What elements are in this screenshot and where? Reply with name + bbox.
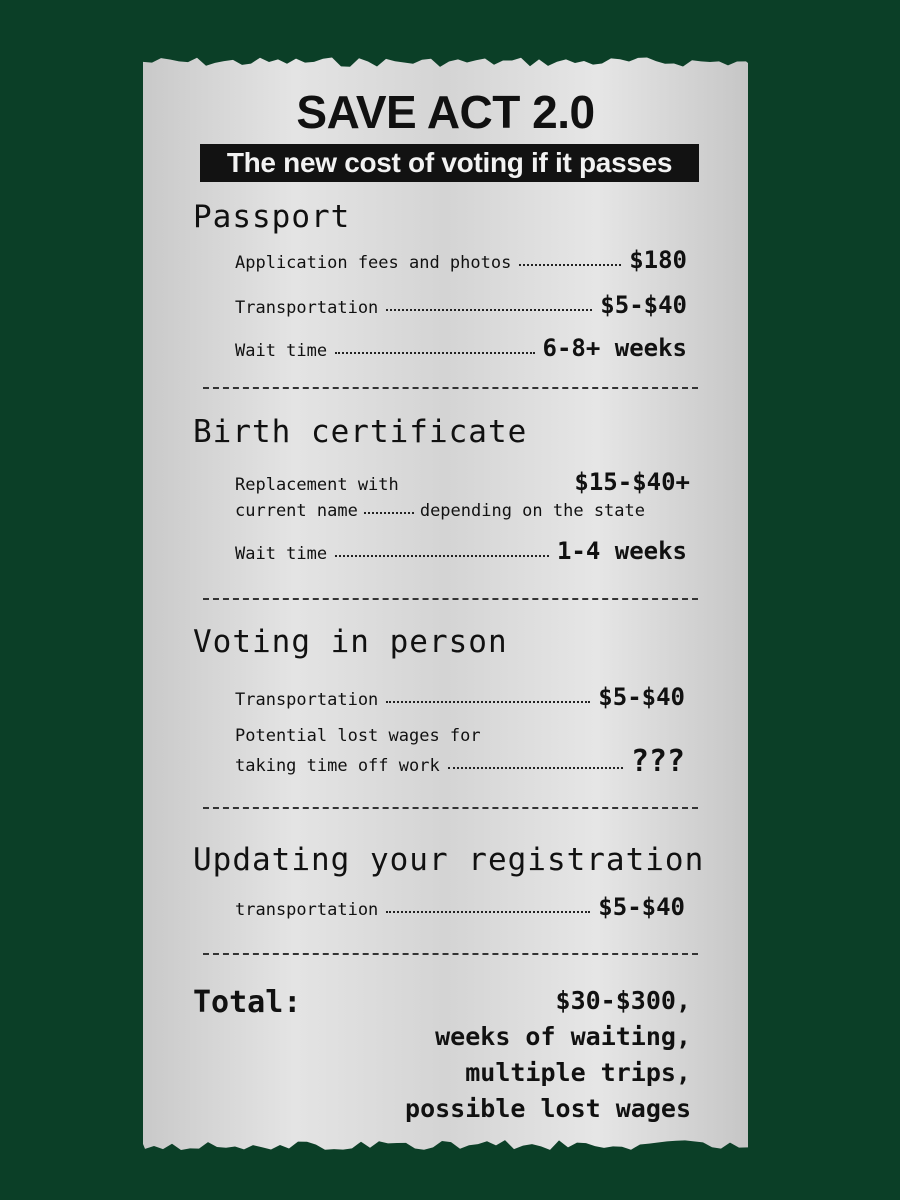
section-divider <box>203 598 698 600</box>
total-line: $30-$300, <box>555 986 691 1015</box>
section-heading-updating-registration: Updating your registration <box>193 842 705 878</box>
line-item-label: Wait time <box>235 544 328 564</box>
line-item-label: transportation <box>235 900 379 920</box>
total-line: multiple trips, <box>465 1058 691 1087</box>
line-item-label: Transportation <box>235 690 379 710</box>
line-item-value: $5-$40 <box>598 683 685 711</box>
line-item <box>235 469 690 529</box>
line-item-label: current name <box>235 501 358 521</box>
leader-dots <box>386 309 592 311</box>
line-item-label: Wait time <box>235 341 328 361</box>
line-item-value: ??? <box>630 744 685 779</box>
line-item-value: $180 <box>629 246 687 274</box>
line-item <box>235 336 687 360</box>
leader-dots <box>448 767 623 769</box>
line-item <box>235 723 685 779</box>
line-item-label: Transportation <box>235 298 379 318</box>
line-item <box>235 248 687 272</box>
line-item-note: depending on the state <box>419 501 645 521</box>
line-item-label: Potential lost wages for <box>235 726 481 746</box>
line-item-value: $5-$40 <box>598 893 685 921</box>
section-heading-passport: Passport <box>193 199 351 235</box>
line-item-label: Application fees and photos <box>235 253 512 273</box>
line-item <box>235 685 685 709</box>
line-item-value: $15-$40+ <box>574 468 690 496</box>
receipt-title: SAVE ACT 2.0 <box>296 86 595 138</box>
leader-dots <box>386 911 590 913</box>
line-item-value: 1-4 weeks <box>556 537 687 565</box>
leader-dots <box>335 352 534 354</box>
receipt <box>143 55 748 1155</box>
section-divider <box>203 387 698 389</box>
section-heading-birth-certificate: Birth certificate <box>193 414 528 450</box>
section-heading-voting-in-person: Voting in person <box>193 624 508 660</box>
line-item-label: taking time off work <box>235 756 440 776</box>
leader-dots <box>386 701 590 703</box>
line-item <box>235 895 685 919</box>
line-item-value: 6-8+ weeks <box>542 334 687 362</box>
leader-dots <box>364 512 414 514</box>
receipt-subtitle: The new cost of voting if it passes <box>200 144 699 182</box>
leader-dots <box>335 555 549 557</box>
line-item-label: Replacement with <box>235 475 399 495</box>
line-item-value: $5-$40 <box>600 291 687 319</box>
leader-dots <box>519 264 621 266</box>
total-value <box>405 983 691 1127</box>
line-item <box>235 539 687 563</box>
total-line: weeks of waiting, <box>435 1022 691 1051</box>
total-line: possible lost wages <box>405 1094 691 1123</box>
section-divider <box>203 807 698 809</box>
total-label: Total: <box>193 985 302 1020</box>
section-divider <box>203 953 698 955</box>
line-item <box>235 293 687 317</box>
